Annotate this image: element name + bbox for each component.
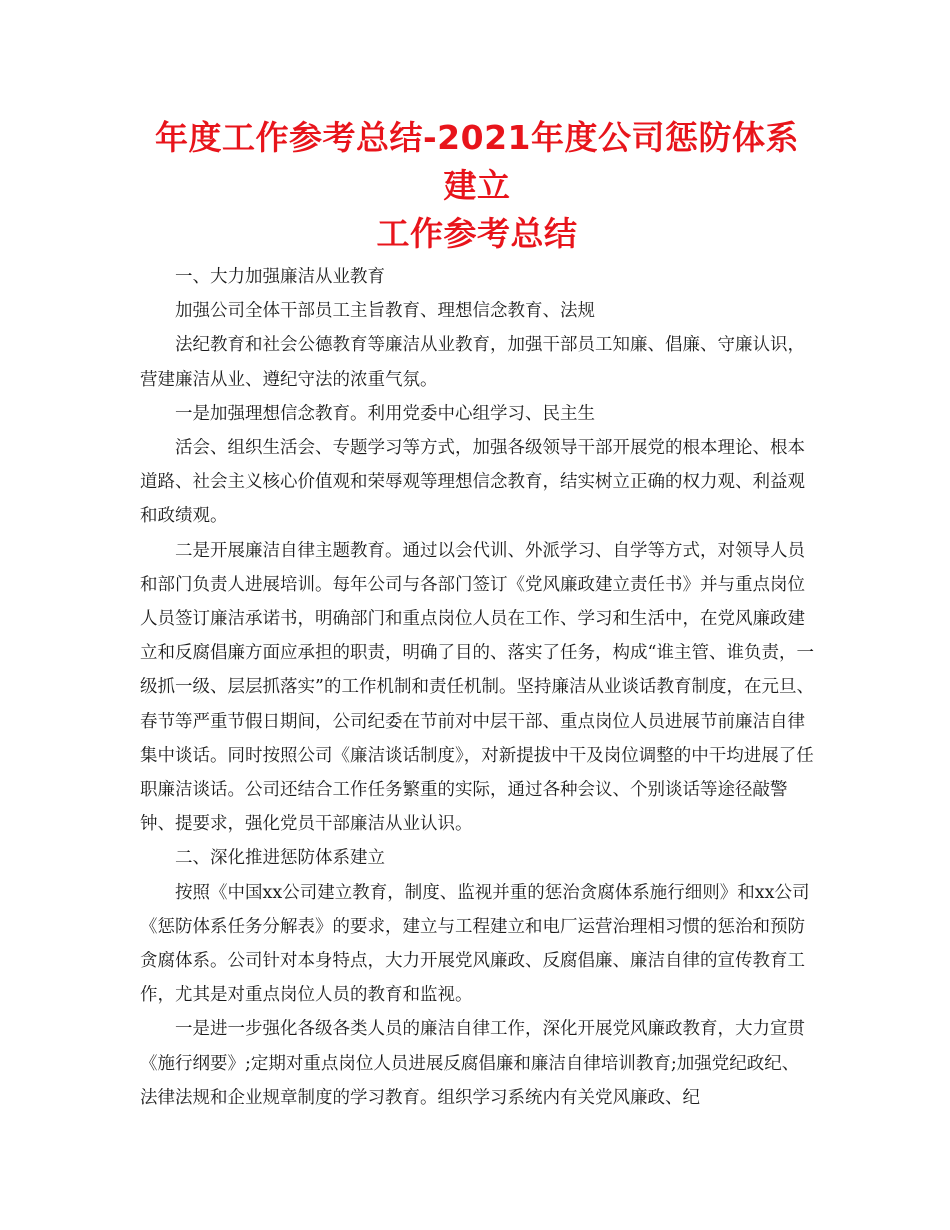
paragraph: 二是开展廉洁自律主题教育。通过以会代训、外派学习、自学等方式，对领导人员和部门负责人进展培训。每年公司与各部门签订《党风廉政建立责任书》并与重点岗位人员签订廉洁承诺书，明确部门和重点岗位人员在工作、学习和生活中，在党风廉政建立和反腐倡廉方面应承担的职责，明确了目的、落实了任务，构成“谁主管、谁负责，一级抓一级、层层抓落实”的工作机制和责任机制。坚持廉洁从业谈话教育制度，在元旦、春节等严重节假日期间，公司纪委在节前对中层干部、重点岗位人员进展节前廉洁自律集中谈话。同时按照公司《廉洁谈话制度》，对新提拔中干及岗位调整的中干均进展了任职廉洁谈话。公司还结合工作任务繁重的实际，通过各种会议、个别谈话等途径敲警钟、提要求，强化党员干部廉洁从业认识。 — [140, 540, 814, 835]
paragraph: 法纪教育和社会公德教育等廉洁从业教育，加强干部员工知廉、倡廉、守廉认识，营建廉洁从业、遵纪守法的浓重气氛。 — [140, 335, 805, 390]
section-heading-1: 一、大力加强廉洁从业教育 — [175, 267, 385, 287]
title-line-1: 年度工作参考总结-2021年度公司惩防体系建立 — [154, 118, 800, 205]
paragraph: 一是进一步强化各级各类人员的廉洁自律工作，深化开展党风廉政教育，大力宣贯《施行纲要》;定期对重点岗位人员进展反腐倡廉和廉洁自律培训教育;加强党纪政纪、法律法规和企业规章制度的学习教育。组织学习系统内有关党风廉政、纪 — [140, 1019, 805, 1108]
document-body — [140, 260, 814, 1115]
paragraph: 加强公司全体干部员工主旨教育、理想信念教育、法规 — [175, 301, 595, 322]
paragraph: 活会、组织生活会、专题学习等方式，加强各级领导干部开展党的根本理论、根本道路、社会主义核心价值观和荣辱观等理想信念教育，结实树立正确的权力观、利益观和政绩观。 — [140, 438, 805, 527]
title-line-2: 工作参考总结 — [376, 214, 578, 253]
section-heading-2: 二、深化推进惩防体系建立 — [175, 848, 385, 869]
paragraph: 一是加强理想信念教育。利用党委中心组学习、民主生 — [175, 403, 595, 424]
document-title — [140, 114, 814, 258]
paragraph: 按照《中国xx公司建立教育，制度、监视并重的惩治贪腐体系施行细则》和xx公司《惩防体系任务分解表》的要求，建立与工程建立和电厂运营治理相习惯的惩治和预防贪腐体系。公司针对本身特点，大力开展党风廉政、反腐倡廉、廉洁自律的宣传教育工作，尤其是对重点岗位人员的教育和监视。 — [140, 882, 810, 1006]
